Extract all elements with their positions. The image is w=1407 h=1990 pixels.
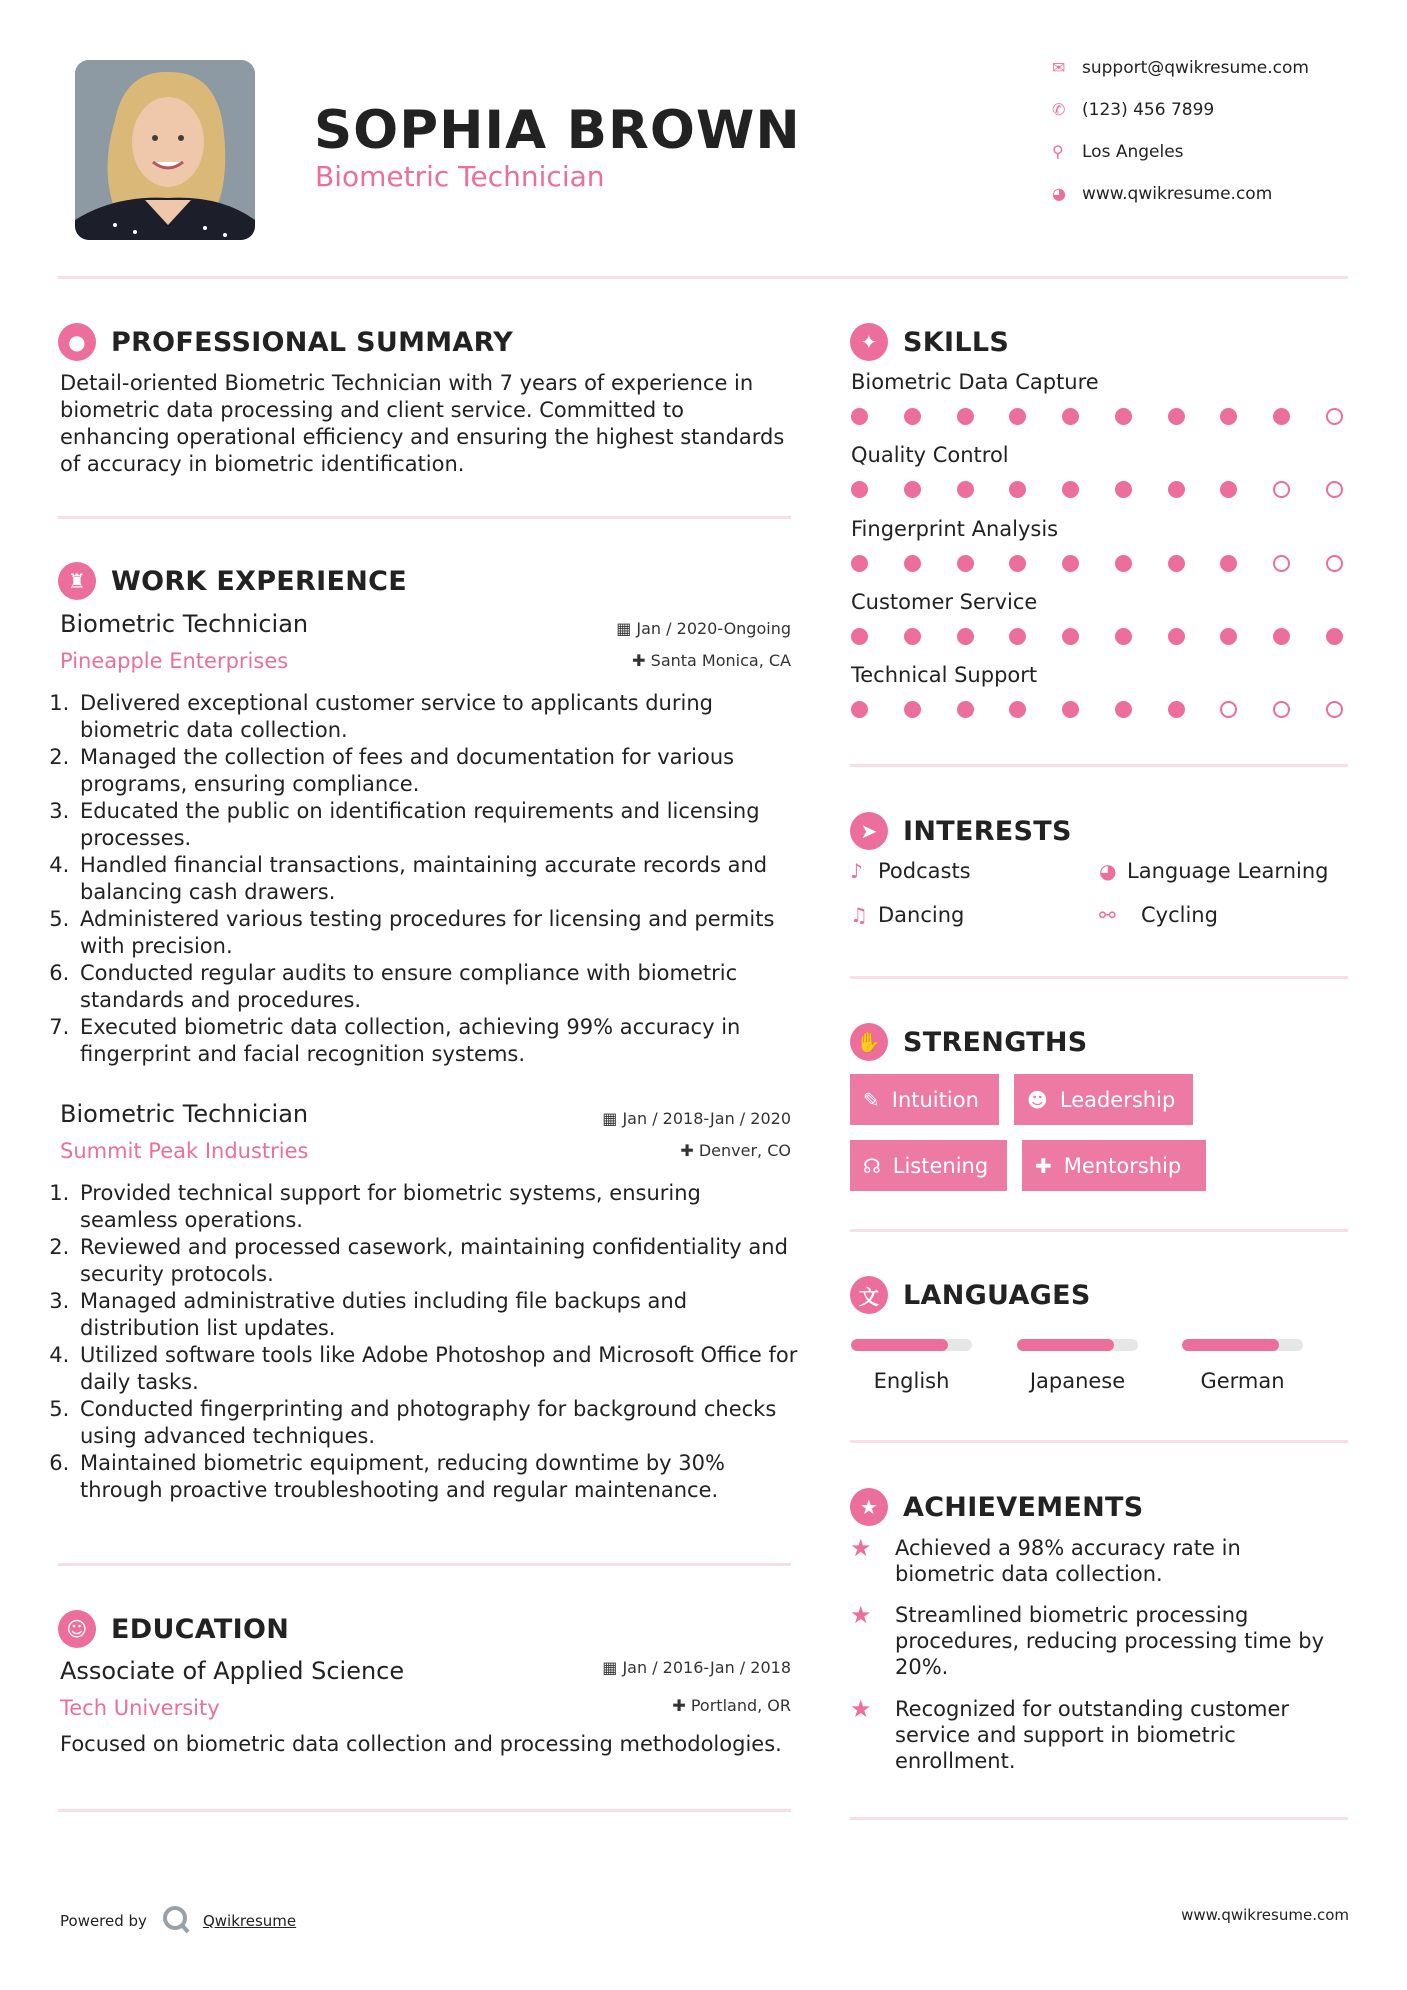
strength-tag: ✎ Intuition [850,1074,999,1125]
skill-dot [1273,628,1290,645]
skill-dot [904,481,921,498]
divider [850,976,1348,979]
job-bullet: 1. Provided technical support for biometric systems, ensuring seamless operations. [76,1180,798,1234]
skill-dot [1062,701,1079,718]
bicycle-icon: ⚯ [1099,903,1116,927]
skill-dot [1326,555,1343,572]
strength-tag: ☊ Listening [850,1140,1007,1191]
strengths-heading: ✋ STRENGTHS [850,1023,1088,1061]
header-divider [58,276,1348,279]
skill-dot [1115,701,1132,718]
star-badge-icon: ★ [850,1488,888,1526]
candidate-role: Biometric Technician [315,160,605,193]
skill-dot [851,408,868,425]
divider [850,1817,1348,1820]
star-icon: ★ [850,1695,872,1723]
education-text: Focused on biometric data collection and processing methodologies. [60,1732,782,1756]
skill-dot [1273,481,1290,498]
achievement-item: ★ Streamlined biometric processing procedures, reducing processing time by 20%. [850,1601,1324,1679]
headphones-icon: ☊ [863,1153,881,1178]
skill-rating [851,628,1343,645]
language-icon: 文 [850,1276,888,1314]
job-bullet: 5. Conducted fingerprinting and photography for background checks using advanced techniques. [76,1396,798,1450]
globe-icon: ◕ [1099,859,1117,883]
lightbulb-icon: ✦ [850,323,888,361]
job-date: ▦ Jan / 2018-Jan / 2020 [602,1109,791,1128]
job-bullet: 2. Reviewed and processed casework, maintaining confidentiality and security protocols. [76,1234,798,1288]
strength-tag: ☻ Leadership [1014,1074,1193,1125]
footer-brand-link[interactable]: Qwikresume [202,1912,297,1930]
skill-rating [851,701,1343,718]
pushpin-icon: ✚ [632,651,651,670]
contact-location: ⚲ Los Angeles [1052,142,1184,162]
achievement-item: ★ Achieved a 98% accuracy rate in biometric data collection. [850,1534,1241,1586]
magic-wand-icon: ✎ [863,1087,880,1112]
skill-dot [904,701,921,718]
users-icon: ☻ [1027,1087,1048,1112]
job-date: ▦ Jan / 2020-Ongoing [616,619,791,638]
skill-dot [1220,701,1237,718]
candidate-name: SOPHIA BROWN [314,100,801,161]
job-bullet: 3. Educated the public on identification requirements and licensing processes. [76,798,798,852]
skill-dot [1326,701,1343,718]
divider [58,1563,791,1566]
skill-dot [851,481,868,498]
skill-dot [1168,481,1185,498]
skill-dot [957,408,974,425]
language-name: English [873,1369,950,1393]
job-company: Pineapple Enterprises [60,649,289,673]
skill-dot [1273,555,1290,572]
skill-dot [1115,555,1132,572]
skills-heading: ✦ SKILLS [850,323,1009,361]
job-bullet: 4. Utilized software tools like Adobe Photoshop and Microsoft Office for daily tasks. [76,1342,798,1396]
skill-dot [1062,408,1079,425]
divider [850,1229,1348,1232]
job-bullet: 5. Administered various testing procedures for licensing and permits with precision. [76,906,798,960]
skill-dot [1115,481,1132,498]
pushpin-icon: ✚ [672,1696,691,1715]
interest-item: ⚯ Cycling [1099,903,1218,927]
school-name: Tech University [60,1696,220,1720]
skill-dot [1220,408,1237,425]
skill-dot [1326,408,1343,425]
location-pin-icon: ⚲ [1052,142,1064,161]
language-name: Japanese [1029,1369,1126,1393]
skill-dot [1220,481,1237,498]
divider [58,1809,791,1812]
skill-dot [1168,701,1185,718]
skill-rating [851,408,1343,425]
language-name: German [1200,1369,1285,1393]
language-level-fill [851,1339,948,1351]
divider [850,1440,1348,1443]
interest-item: ♪ Podcasts [850,859,971,883]
user-icon: ● [58,323,96,361]
job-bullet: 3. Managed administrative duties including file backups and distribution list updates. [76,1288,798,1342]
phone-icon: ✆ [1052,100,1066,119]
interest-item: ◕ Language Learning [1099,859,1329,883]
skill-dot [1326,481,1343,498]
microphone-icon: ♪ [850,859,863,883]
language-level-bar [1017,1339,1138,1351]
contact-website[interactable]: ◕ www.qwikresume.com [1052,184,1273,204]
summary-text: Detail-oriented Biometric Technician with 7 years of experience in biometric data processing and client service. Committed to enhancing operational efficiency and ensuring the highest standards of accuracy in biometric identification. [60,371,785,476]
skill-dot [1273,701,1290,718]
job-bullet: 6. Conducted regular audits to ensure compliance with biometric standards and procedures. [76,960,798,1014]
job-title: Biometric Technician [60,1100,309,1128]
pushpin-icon: ✚ [680,1141,699,1160]
paper-plane-icon: ➤ [850,812,888,850]
footer-website[interactable]: www.qwikresume.com [1181,1906,1349,1924]
job-bullet: 6. Maintained biometric equipment, reducing downtime by 30% through proactive troubleshooting and regular maintenance. [76,1450,798,1504]
skill-name: Fingerprint Analysis [851,517,1059,541]
skill-dot [904,628,921,645]
job-company: Summit Peak Industries [60,1139,309,1163]
skill-dot [1009,701,1026,718]
education-heading: ☺ EDUCATION [58,1610,289,1648]
qwikresume-logo-icon [161,1904,191,1938]
skill-dot [957,701,974,718]
calendar-icon: ▦ [602,1658,623,1677]
skill-name: Technical Support [851,663,1038,687]
skill-dot [1220,628,1237,645]
skill-rating [851,555,1343,572]
chair-icon: ♜ [58,562,96,600]
skill-rating [851,481,1343,498]
skill-dot [1273,408,1290,425]
language-level-bar [1182,1339,1303,1351]
skill-dot [1062,555,1079,572]
job-location: ✚ Santa Monica, CA [632,651,791,670]
education-location: ✚ Portland, OR [672,1696,791,1715]
job-bullet: 2. Managed the collection of fees and documentation for various programs, ensuring compliance. [76,744,798,798]
skill-name: Biometric Data Capture [851,370,1099,394]
skill-dot [1009,628,1026,645]
skill-dot [1009,555,1026,572]
skill-dot [851,555,868,572]
profile-photo [75,60,255,240]
divider [850,764,1348,767]
job-bullets [58,690,798,1068]
skill-dot [1168,555,1185,572]
job-title: Biometric Technician [60,610,309,638]
skill-dot [1115,628,1132,645]
language-level-bar [851,1339,972,1351]
experience-heading: ♜ WORK EXPERIENCE [58,562,407,600]
achievements-heading: ★ ACHIEVEMENTS [850,1488,1144,1526]
interest-item: ♫ Dancing [850,903,965,927]
skill-dot [1168,628,1185,645]
skill-dot [1062,628,1079,645]
skill-dot [1062,481,1079,498]
job-bullets [58,1180,798,1504]
skill-dot [904,408,921,425]
skill-dot [957,628,974,645]
strength-tag: ✚ Mentorship [1022,1140,1206,1191]
degree-title: Associate of Applied Science [60,1657,405,1685]
languages-heading: 文 LANGUAGES [850,1276,1091,1314]
globe-icon: ◕ [1052,184,1066,203]
skill-dot [904,555,921,572]
contact-email[interactable]: ✉ support@qwikresume.com [1052,58,1309,78]
skill-dot [1009,481,1026,498]
contact-phone[interactable]: ✆ (123) 456 7899 [1052,100,1215,120]
achievement-item: ★ Recognized for outstanding customer service and support in biometric enrollment. [850,1695,1290,1773]
education-date: ▦ Jan / 2016-Jan / 2018 [602,1658,791,1677]
skill-dot [1168,408,1185,425]
skill-name: Customer Service [851,590,1038,614]
skill-dot [1009,408,1026,425]
job-bullet: 1. Delivered exceptional customer service to applicants during biometric data collection. [76,690,798,744]
graduate-icon: ☺ [58,1610,96,1648]
skill-dot [957,555,974,572]
calendar-icon: ▦ [602,1109,623,1128]
envelope-icon: ✉ [1052,58,1066,77]
skill-dot [1115,408,1132,425]
star-icon: ★ [850,1534,872,1562]
star-icon: ★ [850,1601,872,1629]
skill-name: Quality Control [851,443,1009,467]
divider [58,516,791,519]
hand-icon: ✋ [850,1023,888,1061]
user-plus-icon: ✚ [1035,1153,1052,1178]
music-note-icon: ♫ [850,903,868,927]
skill-dot [1220,555,1237,572]
calendar-icon: ▦ [616,619,637,638]
footer-powered-by: Powered by Qwikresume [60,1904,296,1938]
summary-heading: ● PROFESSIONAL SUMMARY [58,323,513,361]
job-location: ✚ Denver, CO [680,1141,791,1160]
language-level-fill [1017,1339,1114,1351]
job-bullet: 7. Executed biometric data collection, achieving 99% accuracy in fingerprint and facial recognition systems. [76,1014,798,1068]
interests-heading: ➤ INTERESTS [850,812,1072,850]
skill-dot [851,628,868,645]
skill-dot [1326,628,1343,645]
skill-dot [957,481,974,498]
skill-dot [851,701,868,718]
language-level-fill [1182,1339,1279,1351]
job-bullet: 4. Handled financial transactions, maintaining accurate records and balancing cash drawers. [76,852,798,906]
